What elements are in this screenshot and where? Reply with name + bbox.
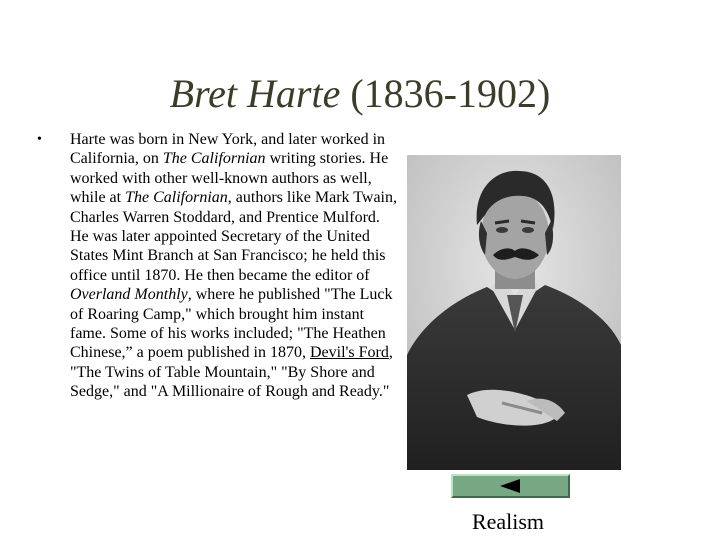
portrait-illustration: [407, 155, 621, 470]
back-nav-button[interactable]: [451, 474, 570, 498]
realism-caption: Realism: [471, 509, 545, 534]
slide-title: [0, 68, 720, 120]
back-arrow-icon: [500, 479, 520, 493]
bio-text-3: , authors like Mark Twain, Charles Warren Stoddard, and Prentice Mulford. He was later appointed Secretary of the United States Mint Branch at San Francisco; he held this office until 1870. He then became the editor of: [70, 189, 397, 284]
bio-text-5: , "The Twins of Table Mountain," "By Shore and Sedge," and "A Millionaire of Rough and Ready.": [70, 344, 393, 401]
portrait-photo: [407, 155, 621, 470]
title-name: Bret Harte: [169, 71, 341, 116]
bio-italic-californian-2: The Californian: [125, 189, 228, 207]
bullet-marker: •: [37, 132, 42, 147]
title-dates: (1836-1902): [350, 71, 551, 116]
biography-text: [70, 130, 400, 402]
bio-italic-overland-monthly: Overland Monthly: [70, 286, 188, 304]
bio-text-4: , where he published "The Luck of Roaring Camp," which brought him instant fame. Some of his works included; "The Heathen Chinese,” a poem published in 1870,: [70, 286, 393, 362]
bio-italic-californian-1: The Californian: [162, 150, 266, 168]
bio-text-2: writing stories. He worked with other well-known authors as well, while at: [70, 150, 389, 207]
devils-ford-link[interactable]: Devil's Ford: [309, 344, 389, 362]
bio-text-1: Harte was born in New York, and later worked in California, on: [70, 131, 386, 168]
